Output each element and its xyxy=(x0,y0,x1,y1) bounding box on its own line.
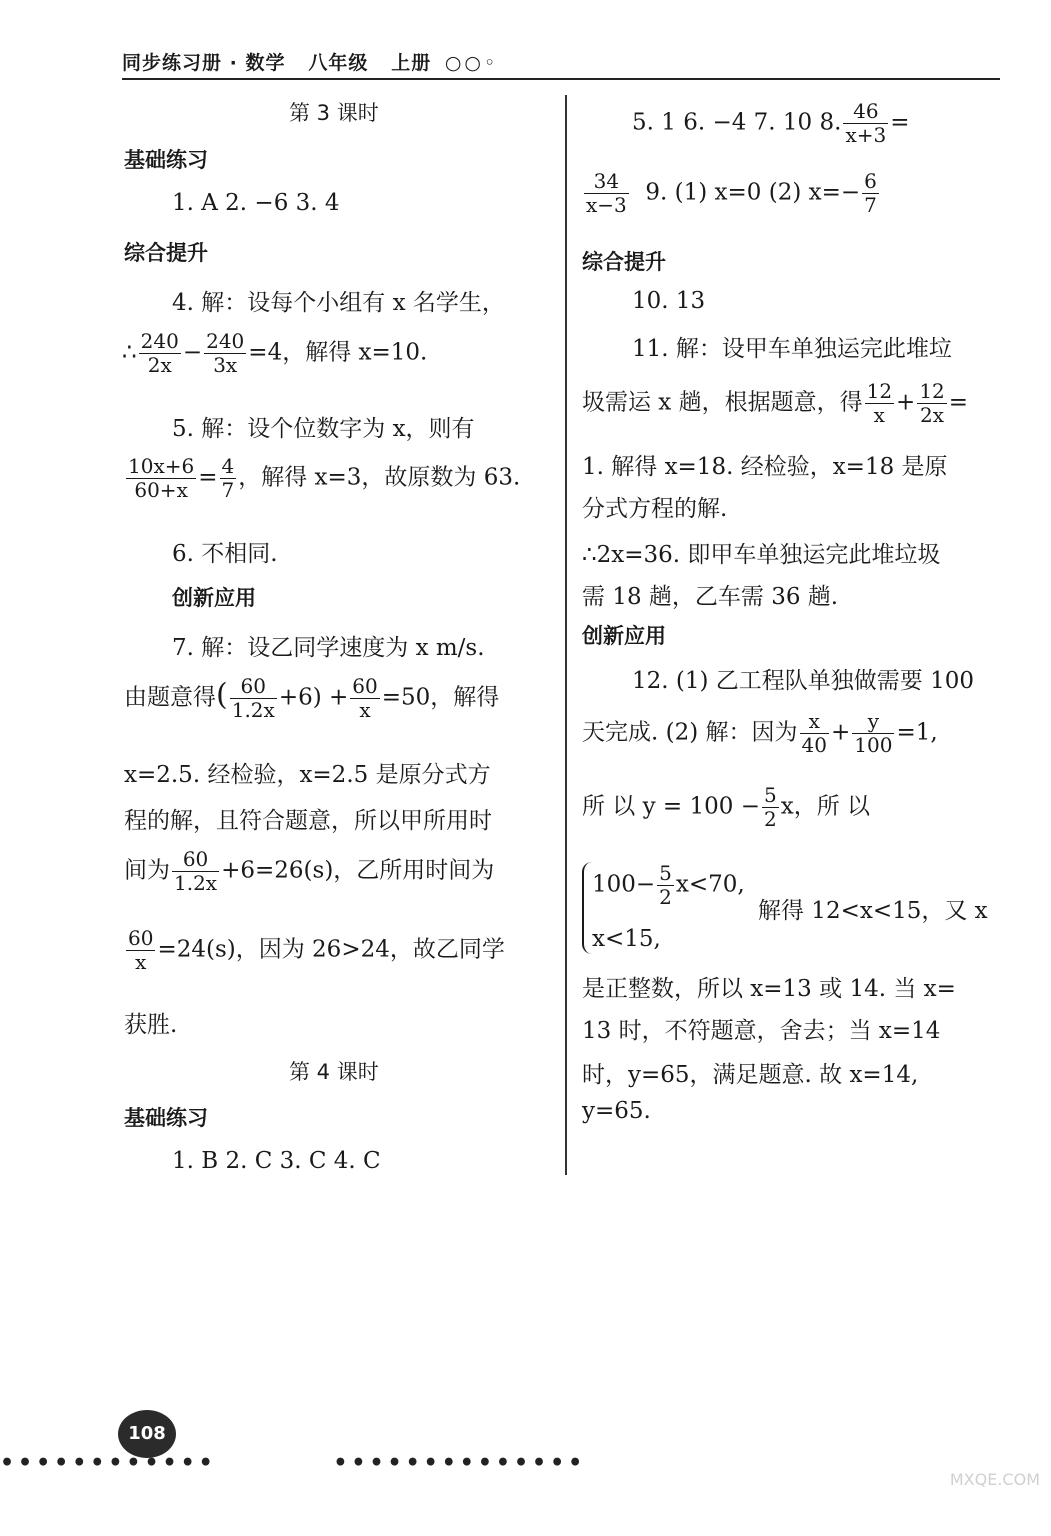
fraction xyxy=(657,862,674,909)
fraction xyxy=(230,675,277,722)
q12b-tail: =1, xyxy=(896,719,938,746)
r1-tail: = xyxy=(890,109,910,136)
fraction xyxy=(220,455,237,502)
numerator: 240 xyxy=(140,329,179,353)
answer-q4-line2: ∴ $\frac{240}{2x}$ − $\frac{240}{3x}$ =4，解得 x=10. xyxy=(122,329,428,377)
denominator: 100 xyxy=(854,733,893,757)
numerator: 60 xyxy=(352,674,378,698)
fraction xyxy=(350,675,379,722)
answer-q7-line1: 7. 解：设乙同学速度为 x m/s. xyxy=(172,635,485,661)
fraction xyxy=(126,927,155,974)
denominator: 7 xyxy=(221,478,235,502)
denominator: x+3 xyxy=(845,123,887,147)
fraction xyxy=(865,380,894,427)
answer-q7-line4: 程的解，且符合题意，所以甲所用时 xyxy=(124,808,492,834)
answer-q11-line1: 11. 解：设甲车单独运完此堆垃 xyxy=(632,336,952,362)
r1-pre: 5. 1 6. −4 7. 10 8. xyxy=(632,109,842,136)
denominator: x xyxy=(135,950,147,974)
answer-q11-line4: 分式方程的解. xyxy=(582,496,728,522)
answer-q7-line6 xyxy=(124,927,505,974)
answer-q11-line2: 圾需运 x 趟，根据题意，得 $\frac{12}{x}$ + $\frac{12}{2x}$ = xyxy=(582,379,969,427)
therefore-symbol: ∴ xyxy=(122,339,137,366)
answer-q7-line3: x=2.5. 经检验，x=2.5 是原分式方 xyxy=(124,762,491,788)
denominator: 2 xyxy=(764,807,777,831)
answer-q7-line2 xyxy=(124,675,499,722)
section-basic-practice: 基础练习 xyxy=(124,148,208,172)
fraction xyxy=(139,330,181,377)
q7e-pre: 间为 xyxy=(124,857,170,884)
grade-label: 八年级 xyxy=(308,52,369,74)
denominator: 1.2x xyxy=(174,871,218,895)
answer-q12-inequality2: x<15, xyxy=(592,926,661,952)
section-comprehensive-r: 综合提升 xyxy=(582,250,666,274)
q7-pre: 由题意得 xyxy=(124,684,216,711)
answer-q5-line2: $\frac{10x+6}{60+x}$ = $\frac{4}{7}$ ，解得 x=3，故原数为 63. xyxy=(128,454,521,502)
section-comprehensive: 综合提升 xyxy=(124,241,208,265)
numerator: 5 xyxy=(659,861,672,885)
circle-decoration: ○○◦ xyxy=(444,52,499,74)
fraction xyxy=(917,380,946,427)
numerator: 34 xyxy=(584,170,629,194)
numerator: 46 xyxy=(843,100,888,124)
q7-mid: +6) + xyxy=(278,684,349,711)
answer-q12-line4-right: 解得 12<x<15，又 x xyxy=(758,898,988,924)
denominator: x xyxy=(873,403,885,427)
numerator: 12 xyxy=(866,379,893,403)
denominator: 60+x xyxy=(134,478,188,502)
q7-tail: =50，解得 xyxy=(381,684,500,711)
answer-r-line2 xyxy=(582,170,881,217)
numerator: 240 xyxy=(206,329,245,353)
numerator: x xyxy=(800,710,829,734)
fraction xyxy=(126,455,196,502)
numerator: 6 xyxy=(864,169,877,193)
answer-q7-line7: 获胜. xyxy=(124,1012,178,1038)
answer-q12-line7: 时，y=65，满足题意. 故 x=14, xyxy=(582,1062,919,1088)
numerator: 60 xyxy=(172,848,219,872)
numerator: 12 xyxy=(919,379,945,403)
q12d-tail: x<70, xyxy=(675,871,745,898)
q5-tail: ，解得 x=3，故原数为 63. xyxy=(238,464,521,491)
answer-q12-inequality1 xyxy=(592,862,745,909)
q12c-tail: x，所 以 xyxy=(780,793,871,820)
numerator: 60 xyxy=(230,675,277,699)
denominator: x−3 xyxy=(586,193,627,217)
footer-dots: •••••••••••• •••••••••••••• xyxy=(0,1450,587,1476)
answer-q5-line1: 5. 解：设个位数字为 x，则有 xyxy=(172,416,475,442)
lesson-4-title: 第 4 课时 xyxy=(289,1060,379,1084)
q11b-pre: 圾需运 x 趟，根据题意，得 xyxy=(582,389,863,416)
numerator: 60 xyxy=(128,926,154,950)
lesson-3-title: 第 3 课时 xyxy=(289,101,379,125)
section-innovation: 创新应用 xyxy=(172,586,256,610)
denominator: 2x xyxy=(920,403,945,427)
answer-q11-line5: ∴2x=36. 即甲车单独运完此堆垃圾 xyxy=(582,542,941,568)
denominator: x xyxy=(359,698,371,722)
numerator: 4 xyxy=(221,454,235,478)
q4-tail: =4，解得 x=10. xyxy=(248,339,428,366)
answer-q12-line5: 是正整数，所以 x=13 或 14. 当 x= xyxy=(582,976,956,1002)
numerator: y xyxy=(852,710,894,734)
answer-q6: 6. 不相同. xyxy=(172,541,278,567)
answer-r-line1 xyxy=(632,100,910,147)
answer-q11-line6: 需 18 趟，乙车需 36 趟. xyxy=(582,584,839,610)
answer-q7-line5 xyxy=(124,848,494,895)
page-number: 108 xyxy=(118,1410,176,1458)
answer-line-basic-2: 1. B 2. C 3. C 4. C xyxy=(172,1148,381,1174)
answer-q4-line1: 4. 解：设每个小组有 x 名学生， xyxy=(172,290,505,316)
answer-q12-line6: 13 时，不符题意，舍去；当 x=14 xyxy=(582,1018,941,1044)
answer-q11-line3: 1. 解得 x=18. 经检验，x=18 是原 xyxy=(582,454,948,480)
numerator: 10x+6 xyxy=(128,454,195,478)
section-innovation-r: 创新应用 xyxy=(582,624,666,648)
q7f-tail: =24(s)，因为 26>24，故乙同学 xyxy=(157,936,505,963)
answer-q12-line2: 天完成. (2) 解：因为 $\frac{x}{40}$ + $\frac{y}{100}$ =1, xyxy=(582,709,938,757)
r2-mid: 9. (1) x=0 (2) x=− xyxy=(645,179,861,206)
answer-q12-line1: 12. (1) 乙工程队单独做需要 100 xyxy=(632,668,974,694)
answer-q12-line8: y=65. xyxy=(582,1098,651,1124)
fraction xyxy=(843,100,888,147)
denominator: 2 xyxy=(659,885,672,909)
watermark: MXQE.COM xyxy=(949,1470,1040,1489)
denominator: 7 xyxy=(864,193,877,217)
page-header xyxy=(122,48,1000,80)
column-divider xyxy=(565,95,567,1175)
fraction xyxy=(862,170,879,217)
fraction xyxy=(762,784,779,831)
fraction xyxy=(852,710,894,757)
numerator: 5 xyxy=(764,783,777,807)
denominator: 1.2x xyxy=(231,698,275,722)
q12c-pre: 所 以 y = 100 − xyxy=(582,793,760,820)
denominator: 2x xyxy=(147,353,172,377)
denominator: 3x xyxy=(213,353,238,377)
answer-q12-line3 xyxy=(582,784,870,831)
fraction xyxy=(172,848,219,895)
q12d-pre: 100− xyxy=(592,871,656,898)
fraction xyxy=(584,170,629,217)
fraction xyxy=(204,330,246,377)
q11b-tail: = xyxy=(948,389,969,416)
q12b-pre: 天完成. (2) 解：因为 xyxy=(582,719,798,746)
denominator: 40 xyxy=(801,733,827,757)
answer-q10: 10. 13 xyxy=(632,288,706,314)
paren-open: ( xyxy=(216,677,228,713)
book-title: 同步练习册 · 数学 xyxy=(122,52,286,74)
answer-line-basic: 1. A 2. −6 3. 4 xyxy=(172,190,340,216)
volume-label: 上册 xyxy=(391,52,432,74)
fraction xyxy=(800,710,829,757)
q7e-tail: +6=26(s)，乙所用时间为 xyxy=(221,857,495,884)
section-basic-practice-2: 基础练习 xyxy=(124,1106,208,1130)
